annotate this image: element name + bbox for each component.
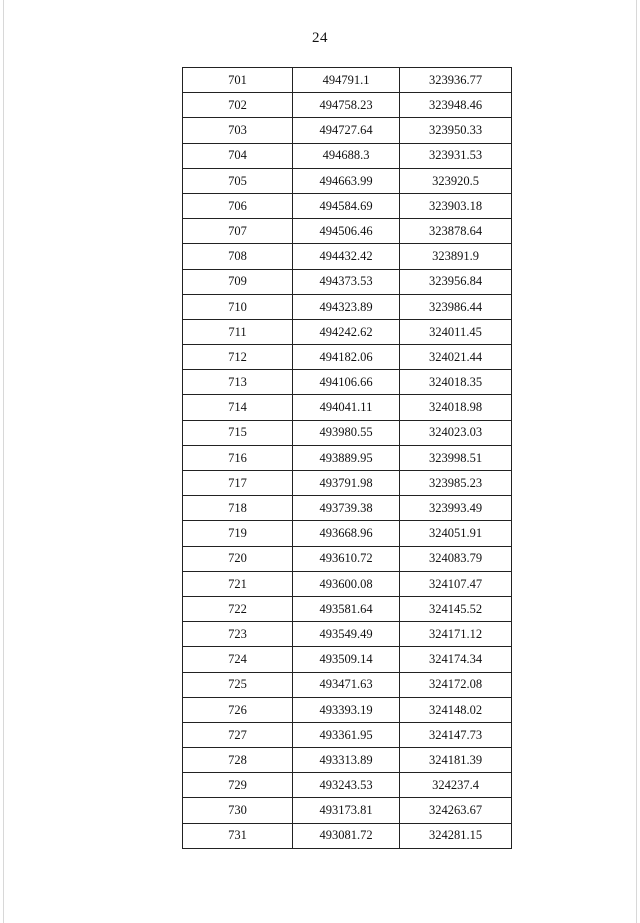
point-number-cell: 726 <box>183 697 293 722</box>
y-coordinate-cell: 324174.34 <box>400 647 512 672</box>
scan-edge-right <box>636 0 637 923</box>
point-number-cell: 706 <box>183 193 293 218</box>
point-number-cell: 707 <box>183 219 293 244</box>
point-number-cell: 713 <box>183 370 293 395</box>
y-coordinate-cell: 323998.51 <box>400 445 512 470</box>
table-row <box>183 193 512 218</box>
point-number-cell: 711 <box>183 319 293 344</box>
x-coordinate-cell: 493791.98 <box>293 471 400 496</box>
point-number-cell: 722 <box>183 596 293 621</box>
table-row <box>183 697 512 722</box>
point-number-cell: 716 <box>183 445 293 470</box>
table-row <box>183 748 512 773</box>
page-number: 24 <box>312 30 328 46</box>
y-coordinate-cell: 323936.77 <box>400 68 512 93</box>
y-coordinate-cell: 323950.33 <box>400 118 512 143</box>
x-coordinate-cell: 493471.63 <box>293 672 400 697</box>
x-coordinate-cell: 493393.19 <box>293 697 400 722</box>
x-coordinate-cell: 493980.55 <box>293 420 400 445</box>
table-row <box>183 622 512 647</box>
point-number-cell: 702 <box>183 93 293 118</box>
y-coordinate-cell: 324051.91 <box>400 521 512 546</box>
y-coordinate-cell: 324018.35 <box>400 370 512 395</box>
table-row <box>183 269 512 294</box>
x-coordinate-cell: 493739.38 <box>293 496 400 521</box>
coordinates-table <box>182 67 512 849</box>
y-coordinate-cell: 324018.98 <box>400 395 512 420</box>
y-coordinate-cell: 324148.02 <box>400 697 512 722</box>
y-coordinate-cell: 323948.46 <box>400 93 512 118</box>
table-row <box>183 118 512 143</box>
point-number-cell: 703 <box>183 118 293 143</box>
table-row <box>183 143 512 168</box>
x-coordinate-cell: 494758.23 <box>293 93 400 118</box>
x-coordinate-cell: 493668.96 <box>293 521 400 546</box>
x-coordinate-cell: 494506.46 <box>293 219 400 244</box>
point-number-cell: 714 <box>183 395 293 420</box>
x-coordinate-cell: 494041.11 <box>293 395 400 420</box>
x-coordinate-cell: 494584.69 <box>293 193 400 218</box>
y-coordinate-cell: 324147.73 <box>400 722 512 747</box>
y-coordinate-cell: 324263.67 <box>400 798 512 823</box>
x-coordinate-cell: 493610.72 <box>293 546 400 571</box>
table-row <box>183 571 512 596</box>
point-number-cell: 728 <box>183 748 293 773</box>
point-number-cell: 720 <box>183 546 293 571</box>
table-row <box>183 68 512 93</box>
y-coordinate-cell: 323920.5 <box>400 168 512 193</box>
x-coordinate-cell: 493549.49 <box>293 622 400 647</box>
table-row <box>183 445 512 470</box>
table-row <box>183 596 512 621</box>
point-number-cell: 731 <box>183 823 293 848</box>
table-row <box>183 294 512 319</box>
point-number-cell: 729 <box>183 773 293 798</box>
y-coordinate-cell: 324172.08 <box>400 672 512 697</box>
table-row <box>183 722 512 747</box>
point-number-cell: 715 <box>183 420 293 445</box>
x-coordinate-cell: 494432.42 <box>293 244 400 269</box>
point-number-cell: 719 <box>183 521 293 546</box>
point-number-cell: 724 <box>183 647 293 672</box>
x-coordinate-cell: 493600.08 <box>293 571 400 596</box>
point-number-cell: 717 <box>183 471 293 496</box>
y-coordinate-cell: 324021.44 <box>400 345 512 370</box>
x-coordinate-cell: 493581.64 <box>293 596 400 621</box>
table-row <box>183 219 512 244</box>
table-row <box>183 496 512 521</box>
point-number-cell: 708 <box>183 244 293 269</box>
table-row <box>183 168 512 193</box>
y-coordinate-cell: 324107.47 <box>400 571 512 596</box>
y-coordinate-cell: 323993.49 <box>400 496 512 521</box>
y-coordinate-cell: 323956.84 <box>400 269 512 294</box>
point-number-cell: 710 <box>183 294 293 319</box>
y-coordinate-cell: 324281.15 <box>400 823 512 848</box>
table-row <box>183 471 512 496</box>
point-number-cell: 718 <box>183 496 293 521</box>
point-number-cell: 709 <box>183 269 293 294</box>
scan-edge-left <box>3 0 4 923</box>
x-coordinate-cell: 493313.89 <box>293 748 400 773</box>
table-row <box>183 319 512 344</box>
point-number-cell: 701 <box>183 68 293 93</box>
x-coordinate-cell: 494373.53 <box>293 269 400 294</box>
x-coordinate-cell: 494242.62 <box>293 319 400 344</box>
x-coordinate-cell: 494106.66 <box>293 370 400 395</box>
x-coordinate-cell: 494791.1 <box>293 68 400 93</box>
point-number-cell: 725 <box>183 672 293 697</box>
x-coordinate-cell: 493243.53 <box>293 773 400 798</box>
table-row <box>183 395 512 420</box>
table-row <box>183 823 512 848</box>
coordinates-table-body <box>183 68 512 849</box>
y-coordinate-cell: 324237.4 <box>400 773 512 798</box>
table-row <box>183 420 512 445</box>
table-row <box>183 546 512 571</box>
table-row <box>183 93 512 118</box>
y-coordinate-cell: 323931.53 <box>400 143 512 168</box>
point-number-cell: 727 <box>183 722 293 747</box>
y-coordinate-cell: 324023.03 <box>400 420 512 445</box>
point-number-cell: 705 <box>183 168 293 193</box>
table-row <box>183 345 512 370</box>
x-coordinate-cell: 493509.14 <box>293 647 400 672</box>
table-row <box>183 521 512 546</box>
table-row <box>183 647 512 672</box>
y-coordinate-cell: 324011.45 <box>400 319 512 344</box>
x-coordinate-cell: 493361.95 <box>293 722 400 747</box>
point-number-cell: 704 <box>183 143 293 168</box>
table-row <box>183 798 512 823</box>
table-row <box>183 773 512 798</box>
y-coordinate-cell: 323986.44 <box>400 294 512 319</box>
x-coordinate-cell: 494663.99 <box>293 168 400 193</box>
y-coordinate-cell: 324171.12 <box>400 622 512 647</box>
point-number-cell: 723 <box>183 622 293 647</box>
y-coordinate-cell: 324083.79 <box>400 546 512 571</box>
point-number-cell: 730 <box>183 798 293 823</box>
y-coordinate-cell: 324145.52 <box>400 596 512 621</box>
y-coordinate-cell: 323903.18 <box>400 193 512 218</box>
x-coordinate-cell: 493889.95 <box>293 445 400 470</box>
x-coordinate-cell: 494323.89 <box>293 294 400 319</box>
x-coordinate-cell: 494182.06 <box>293 345 400 370</box>
table-row <box>183 244 512 269</box>
table-row <box>183 370 512 395</box>
x-coordinate-cell: 494727.64 <box>293 118 400 143</box>
x-coordinate-cell: 493081.72 <box>293 823 400 848</box>
point-number-cell: 712 <box>183 345 293 370</box>
y-coordinate-cell: 323985.23 <box>400 471 512 496</box>
y-coordinate-cell: 323891.9 <box>400 244 512 269</box>
table-row <box>183 672 512 697</box>
x-coordinate-cell: 493173.81 <box>293 798 400 823</box>
point-number-cell: 721 <box>183 571 293 596</box>
y-coordinate-cell: 323878.64 <box>400 219 512 244</box>
y-coordinate-cell: 324181.39 <box>400 748 512 773</box>
x-coordinate-cell: 494688.3 <box>293 143 400 168</box>
